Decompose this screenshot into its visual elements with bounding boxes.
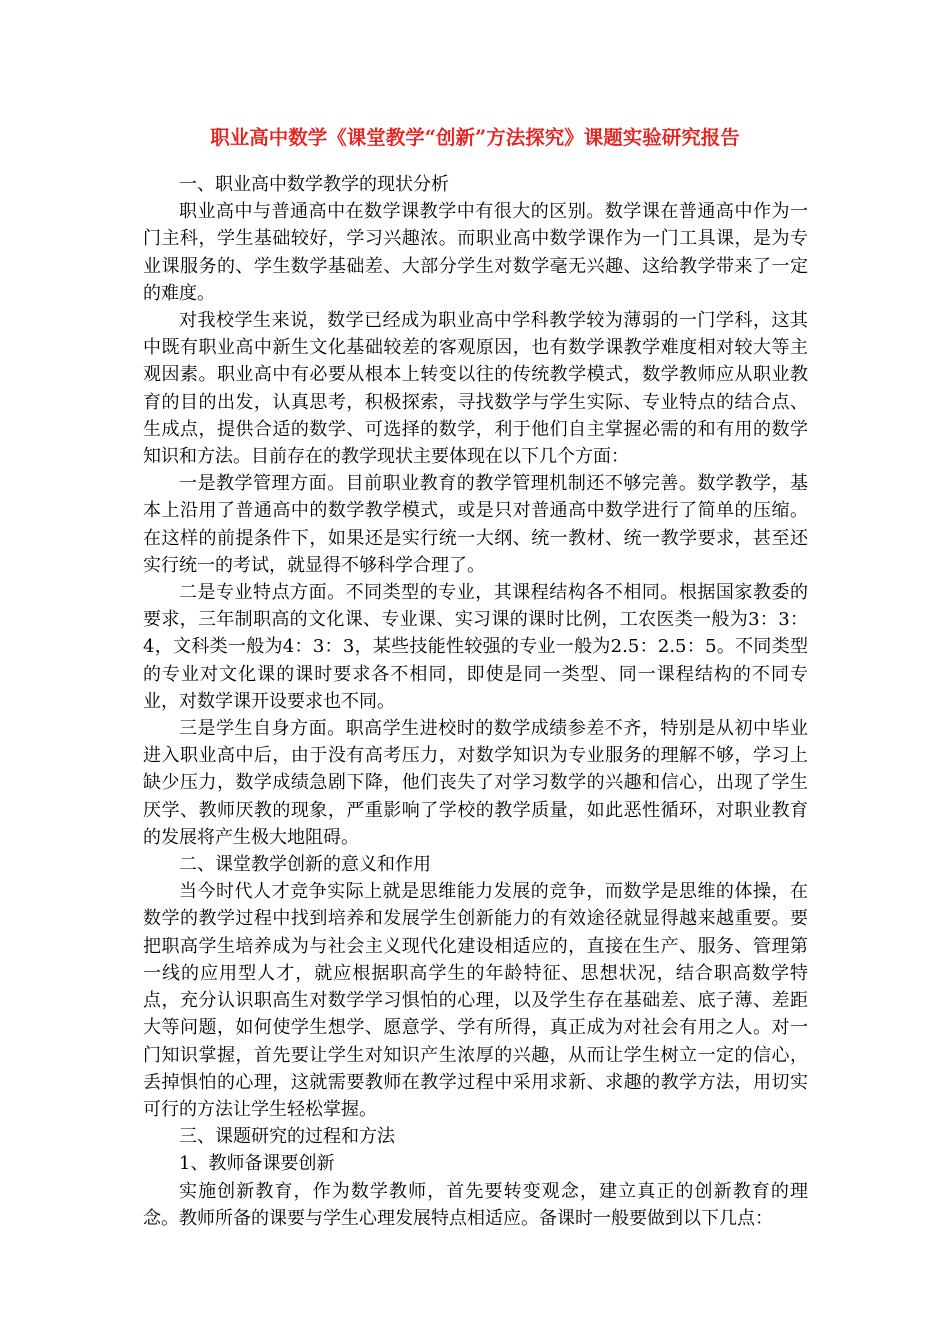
document-title: 职业高中数学《课堂教学“创新”方法探究》课题实验研究报告 bbox=[210, 126, 740, 149]
paragraph: 三是学生自身方面。职高学生进校时的数学成绩参差不齐，特别是从初中毕业进入职业高中后，由于没有高考压力，对数学知识为专业服务的理解不够，学习上缺少压力，数学成绩急剧下降，他们丧失了对学习数学的兴趣和信心，出现了学生厌学、教师厌教的现象，严重影响了学校的教学质量，如此恶性循环，对职业教育的发展将产生极大地阻碍。 bbox=[143, 718, 808, 848]
paragraph: 对我校学生来说，数学已经成为职业高中学科教学较为薄弱的一门学科，这其中既有职业高中新生文化基础较差的客观原因，也有数学课教学难度相对较大等主观因素。职业高中有必要从根本上转变以往的传统教学模式，数学教师应从职业教育的目的出发，认真思考，积极探索，寻找数学与学生实际、专业特点的结合点、生成点，提供合适的数学、可选择的数学，利于他们自主掌握必需的和有用的数学知识和方法。目前存在的教学现状主要体现在以下几个方面： bbox=[143, 310, 808, 468]
paragraph: 职业高中与普通高中在数学课教学中有很大的区别。数学课在普通高中作为一门主科，学生基础较好，学习兴趣浓。而职业高中数学课作为一门工具课，是为专业课服务的、学生数学基础差、大部分学生对数学毫无兴趣、这给教学带来了一定的难度。 bbox=[143, 201, 808, 304]
subsection-heading-1: 1、教师备课要创新 bbox=[179, 1153, 335, 1175]
section-heading-1: 一、职业高中数学教学的现状分析 bbox=[179, 174, 449, 195]
document-body bbox=[143, 171, 808, 1232]
paragraph: 当今时代人才竞争实际上就是思维能力发展的竞争，而数学是思维的体操，在数学的教学过程中找到培养和发展学生创新能力的有效途径就显得越来越重要。要把职高学生培养成为与社会主义现代化建设相适应的，直接在生产、服务、管理第一线的应用型人才，就应根据职高学生的年龄特征、思想状况，结合职高数学特点，充分认识职高生对数学学习惧怕的心理，以及学生存在基础差、底子薄、差距大等问题，如何使学生想学、愿意学、学有所得，真正成为对社会有用之人。对一门知识掌握，首先要让学生对知识产生浓厚的兴趣，从而让学生树立一定的信心，丢掉惧怕的心理，这就需要教师在教学过程中采用求新、求趣的教学方法，用切实可行的方法让学生轻松掌握。 bbox=[143, 881, 808, 1120]
section-heading-3: 三、课题研究的过程和方法 bbox=[179, 1126, 395, 1148]
section-heading-2: 二、课堂教学创新的意义和作用 bbox=[179, 854, 431, 876]
paragraph: 实施创新教育，作为数学教师，首先要转变观念，建立真正的创新教育的理念。教师所备的课要与学生心理发展特点相适应。备课时一般要做到以下几点： bbox=[143, 1180, 808, 1229]
paragraph: 二是专业特点方面。不同类型的专业，其课程结构各不相同。根据国家教委的要求，三年制职高的文化课、专业课、实习课的课时比例，工农医类一般为3：3：4，文科类一般为4：3：3，某些技能性较强的专业一般为2.5：2.5：5。不同类型的专业对文化课的课时要求各不相同，即使是同一类型、同一课程结构的不同专业，对数学课开设要求也不同。 bbox=[143, 582, 808, 712]
paragraph: 一是教学管理方面。目前职业教育的教学管理机制还不够完善。数学教学，基本上沿用了普通高中的数学教学模式，或是只对普通高中数学进行了简单的压缩。在这样的前提条件下，如果还是实行统一大纲、统一教材、统一教学要求，甚至还实行统一的考试，就显得不够科学合理了。 bbox=[143, 473, 808, 576]
